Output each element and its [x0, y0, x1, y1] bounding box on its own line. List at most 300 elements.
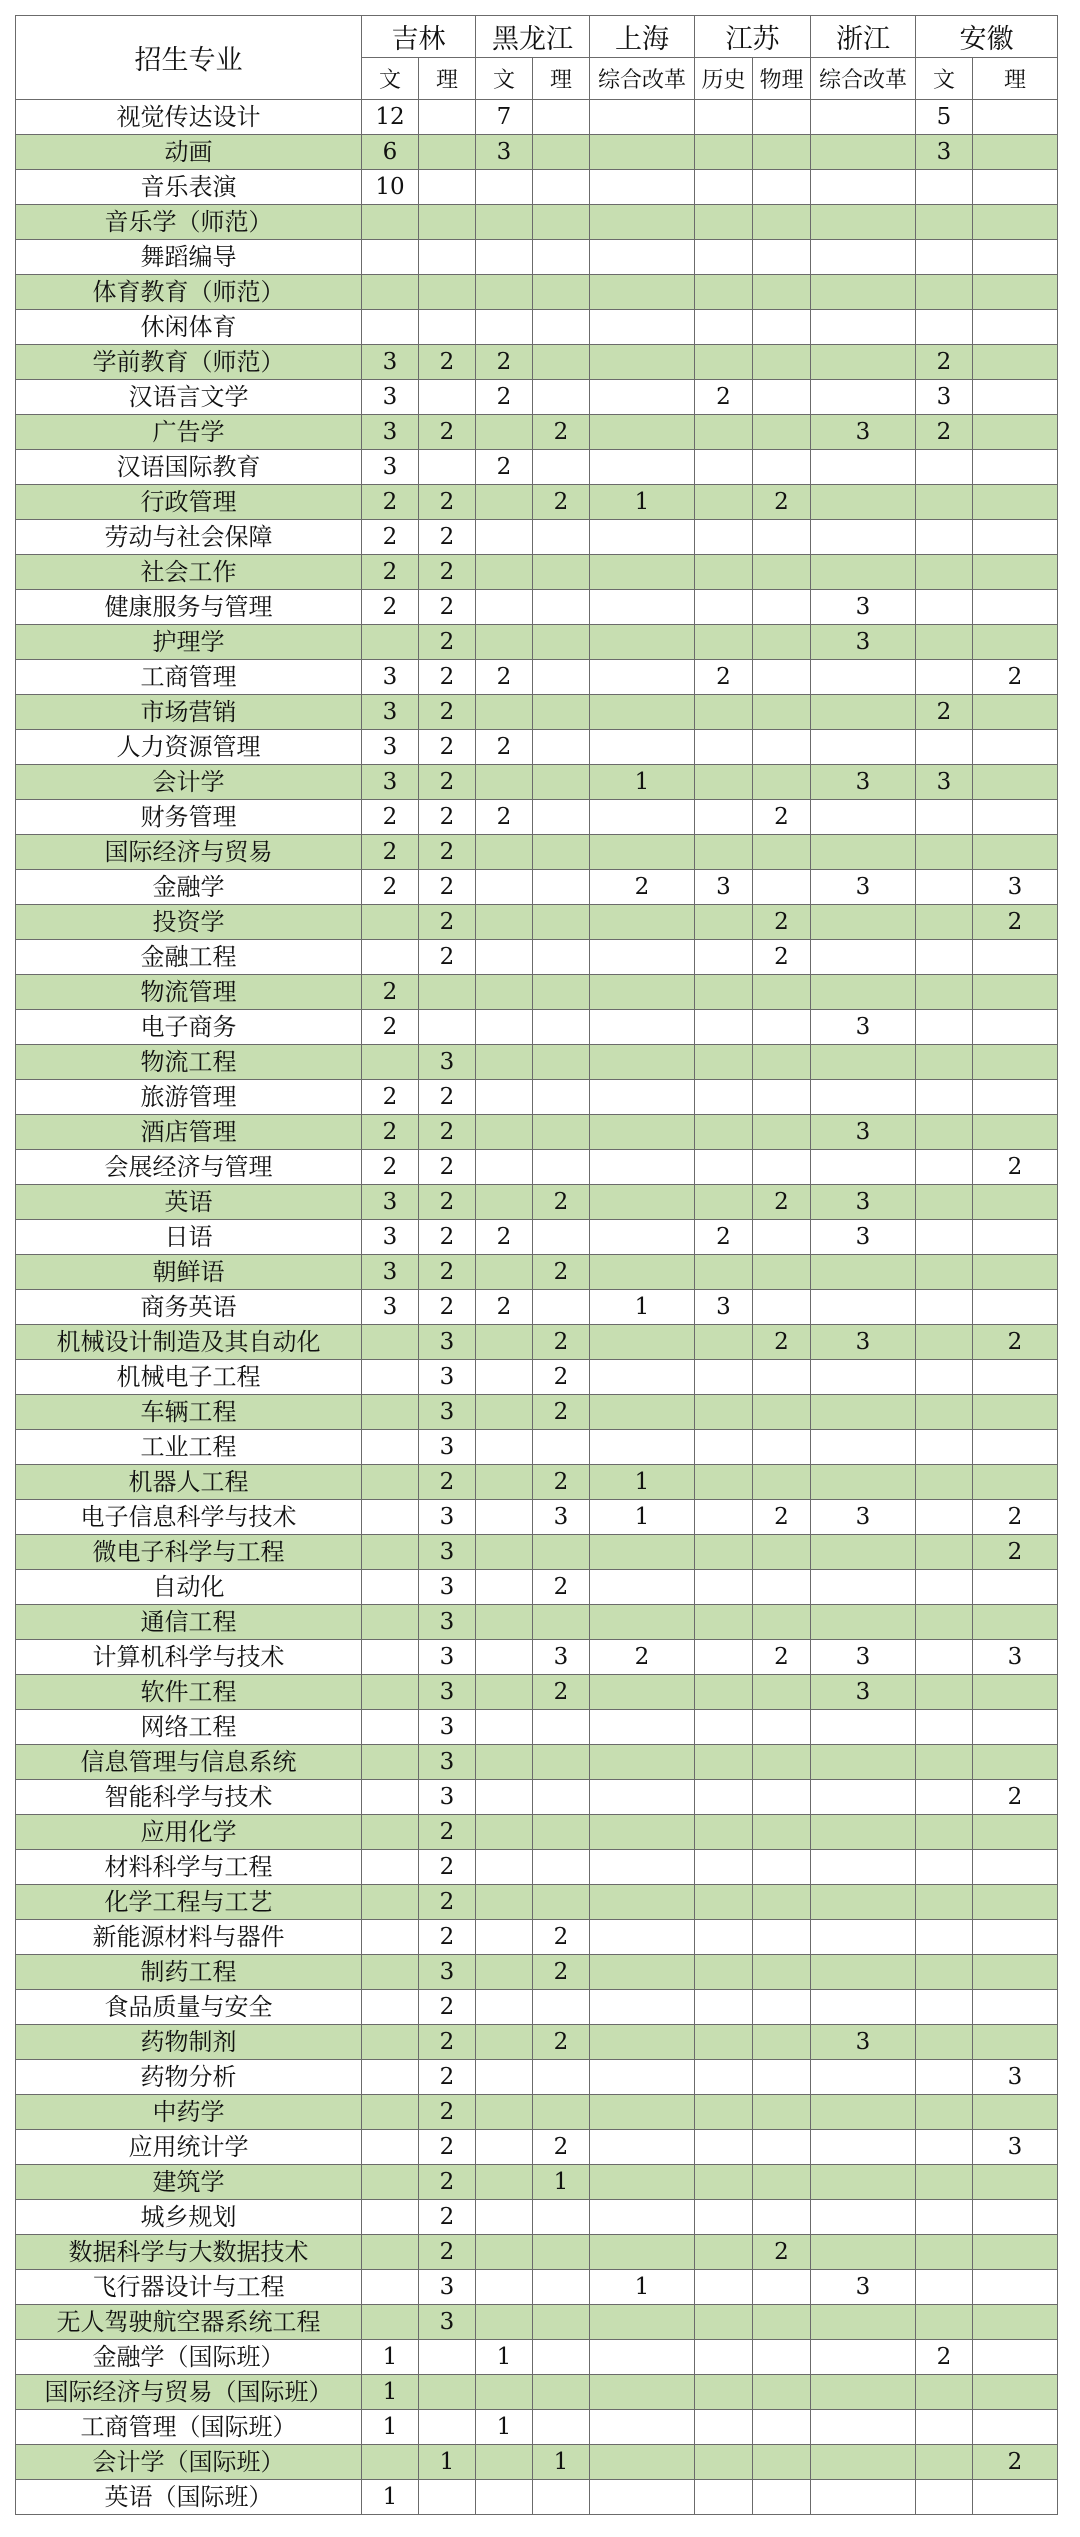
major-name-cell: 食品质量与安全: [16, 1990, 362, 2025]
quota-cell: 3: [811, 590, 916, 625]
major-name-cell: 无人驾驶航空器系统工程: [16, 2305, 362, 2340]
quota-cell: [695, 2305, 753, 2340]
major-name-cell: 商务英语: [16, 1290, 362, 1325]
quota-cell: [916, 730, 973, 765]
quota-cell: [973, 1360, 1058, 1395]
quota-cell: [973, 2410, 1058, 2445]
quota-cell: [533, 2270, 590, 2305]
major-name-cell: 微电子科学与工程: [16, 1535, 362, 1570]
quota-cell: [811, 135, 916, 170]
quota-cell: [695, 1115, 753, 1150]
quota-cell: [362, 2200, 419, 2235]
quota-cell: [916, 590, 973, 625]
quota-cell: [753, 1080, 811, 1115]
quota-cell: [811, 205, 916, 240]
quota-cell: [419, 2340, 476, 2375]
quota-cell: [419, 135, 476, 170]
quota-cell: [916, 2095, 973, 2130]
quota-cell: [476, 1185, 533, 1220]
quota-cell: [419, 240, 476, 275]
table-row: [16, 765, 1058, 800]
quota-cell: 2: [419, 415, 476, 450]
quota-cell: [362, 1570, 419, 1605]
major-name-cell: 旅游管理: [16, 1080, 362, 1115]
quota-cell: 3: [533, 1640, 590, 1675]
quota-cell: [811, 1570, 916, 1605]
quota-cell: [753, 2375, 811, 2410]
quota-cell: [476, 2270, 533, 2305]
quota-cell: [590, 310, 695, 345]
quota-cell: [811, 170, 916, 205]
major-name-cell: 休闲体育: [16, 310, 362, 345]
quota-cell: [695, 905, 753, 940]
quota-cell: [419, 310, 476, 345]
quota-cell: [695, 1045, 753, 1080]
quota-cell: [695, 975, 753, 1010]
quota-cell: 12: [362, 100, 419, 135]
quota-cell: [590, 2095, 695, 2130]
quota-cell: [590, 1850, 695, 1885]
quota-cell: [476, 625, 533, 660]
quota-cell: [476, 2025, 533, 2060]
quota-cell: 2: [419, 1080, 476, 1115]
quota-cell: [811, 1710, 916, 1745]
quota-cell: [533, 1780, 590, 1815]
quota-cell: [753, 2060, 811, 2095]
quota-cell: [973, 2340, 1058, 2375]
quota-cell: 2: [476, 1290, 533, 1325]
quota-cell: [916, 1080, 973, 1115]
quota-cell: [811, 1535, 916, 1570]
quota-cell: [811, 2445, 916, 2480]
quota-cell: [533, 730, 590, 765]
quota-cell: [695, 1150, 753, 1185]
table-row: [16, 2340, 1058, 2375]
table-row: [16, 380, 1058, 415]
quota-cell: 2: [590, 870, 695, 905]
quota-cell: [695, 1500, 753, 1535]
enrollment-table-wrapper: [15, 15, 1057, 2515]
table-row: [16, 1185, 1058, 1220]
quota-cell: [590, 1955, 695, 1990]
quota-cell: 2: [753, 1500, 811, 1535]
quota-cell: 3: [811, 765, 916, 800]
quota-cell: [590, 380, 695, 415]
quota-cell: [695, 1605, 753, 1640]
quota-cell: 3: [362, 1255, 419, 1290]
quota-cell: [916, 1745, 973, 1780]
province-header-anhui: 安徽: [916, 16, 1058, 58]
quota-cell: [695, 2165, 753, 2200]
table-row: [16, 1850, 1058, 1885]
quota-cell: [476, 940, 533, 975]
quota-cell: [476, 905, 533, 940]
quota-cell: [973, 1990, 1058, 2025]
quota-cell: [753, 2305, 811, 2340]
quota-cell: [476, 2095, 533, 2130]
quota-cell: [695, 1815, 753, 1850]
quota-cell: [533, 1710, 590, 1745]
table-row: [16, 2375, 1058, 2410]
quota-cell: [811, 2130, 916, 2165]
quota-cell: [362, 940, 419, 975]
major-name-cell: 金融学: [16, 870, 362, 905]
quota-cell: [476, 170, 533, 205]
major-name-cell: 工业工程: [16, 1430, 362, 1465]
quota-cell: [695, 1640, 753, 1675]
quota-cell: [695, 1955, 753, 1990]
quota-cell: [590, 1325, 695, 1360]
quota-cell: 2: [533, 1920, 590, 1955]
table-header: [16, 16, 1058, 100]
table-row: [16, 205, 1058, 240]
subject-header: 综合改革: [590, 58, 695, 100]
quota-cell: [753, 1290, 811, 1325]
quota-cell: [533, 940, 590, 975]
quota-cell: 2: [419, 1850, 476, 1885]
quota-cell: [811, 1255, 916, 1290]
quota-cell: [811, 2165, 916, 2200]
major-name-cell: 英语: [16, 1185, 362, 1220]
major-name-cell: 动画: [16, 135, 362, 170]
quota-cell: [973, 695, 1058, 730]
quota-cell: 2: [533, 415, 590, 450]
quota-cell: [811, 520, 916, 555]
major-name-cell: 软件工程: [16, 1675, 362, 1710]
quota-cell: 2: [362, 870, 419, 905]
quota-cell: 1: [362, 2375, 419, 2410]
quota-cell: [362, 1465, 419, 1500]
header-row-provinces: [16, 16, 1058, 58]
quota-cell: [753, 1675, 811, 1710]
quota-cell: 2: [419, 800, 476, 835]
quota-cell: [476, 1710, 533, 1745]
quota-cell: [916, 2410, 973, 2445]
quota-cell: [476, 2200, 533, 2235]
quota-cell: [811, 100, 916, 135]
quota-cell: [533, 2340, 590, 2375]
quota-cell: [753, 2480, 811, 2515]
quota-cell: 2: [533, 1955, 590, 1990]
quota-cell: [916, 1465, 973, 1500]
quota-cell: [695, 1850, 753, 1885]
major-name-cell: 会计学（国际班）: [16, 2445, 362, 2480]
table-row: [16, 1220, 1058, 1255]
quota-cell: [476, 1675, 533, 1710]
quota-cell: 2: [419, 520, 476, 555]
quota-cell: 2: [476, 450, 533, 485]
quota-cell: [362, 1045, 419, 1080]
quota-cell: [753, 1780, 811, 1815]
quota-cell: [916, 2200, 973, 2235]
quota-cell: 2: [533, 1325, 590, 1360]
major-name-cell: 通信工程: [16, 1605, 362, 1640]
subject-header: 理: [419, 58, 476, 100]
quota-cell: [533, 1010, 590, 1045]
quota-cell: 2: [419, 2060, 476, 2095]
quota-cell: [476, 1045, 533, 1080]
quota-cell: [695, 1325, 753, 1360]
quota-cell: [533, 1430, 590, 1465]
quota-cell: [916, 555, 973, 590]
table-row: [16, 2130, 1058, 2165]
quota-cell: 1: [362, 2340, 419, 2375]
major-name-cell: 机械设计制造及其自动化: [16, 1325, 362, 1360]
quota-cell: [811, 695, 916, 730]
quota-cell: [476, 240, 533, 275]
quota-cell: [973, 415, 1058, 450]
quota-cell: [476, 765, 533, 800]
quota-cell: [916, 1045, 973, 1080]
quota-cell: 2: [476, 380, 533, 415]
quota-cell: [753, 765, 811, 800]
quota-cell: [811, 1290, 916, 1325]
quota-cell: [811, 1395, 916, 1430]
major-name-cell: 建筑学: [16, 2165, 362, 2200]
quota-cell: 5: [916, 100, 973, 135]
quota-cell: [916, 1255, 973, 1290]
quota-cell: [695, 590, 753, 625]
quota-cell: [590, 835, 695, 870]
table-row: [16, 800, 1058, 835]
quota-cell: [811, 1045, 916, 1080]
quota-cell: [476, 2235, 533, 2270]
quota-cell: [590, 520, 695, 555]
quota-cell: 10: [362, 170, 419, 205]
quota-cell: [811, 1150, 916, 1185]
table-row: [16, 1395, 1058, 1430]
quota-cell: [590, 2235, 695, 2270]
quota-cell: [916, 1955, 973, 1990]
table-row: [16, 2445, 1058, 2480]
quota-cell: [362, 1500, 419, 1535]
table-row: [16, 2235, 1058, 2270]
quota-cell: 3: [811, 2270, 916, 2305]
quota-cell: [362, 1710, 419, 1745]
quota-cell: 2: [419, 940, 476, 975]
quota-cell: 2: [419, 2095, 476, 2130]
quota-cell: [753, 1045, 811, 1080]
quota-cell: [916, 1150, 973, 1185]
subject-header: 文: [476, 58, 533, 100]
quota-cell: [590, 2375, 695, 2410]
quota-cell: 3: [419, 1500, 476, 1535]
quota-cell: 2: [753, 1640, 811, 1675]
quota-cell: 2: [419, 1815, 476, 1850]
quota-cell: [916, 1115, 973, 1150]
quota-cell: [753, 1990, 811, 2025]
quota-cell: [916, 2025, 973, 2060]
major-name-cell: 会计学: [16, 765, 362, 800]
quota-cell: [476, 1360, 533, 1395]
quota-cell: [695, 2060, 753, 2095]
quota-cell: 3: [811, 1010, 916, 1045]
quota-cell: [753, 170, 811, 205]
quota-cell: [916, 1710, 973, 1745]
quota-cell: 1: [590, 485, 695, 520]
quota-cell: [695, 1465, 753, 1500]
quota-cell: [753, 2200, 811, 2235]
quota-cell: [476, 590, 533, 625]
quota-cell: 1: [362, 2480, 419, 2515]
major-name-cell: 金融学（国际班）: [16, 2340, 362, 2375]
quota-cell: [973, 1430, 1058, 1465]
quota-cell: 2: [533, 1570, 590, 1605]
table-row: [16, 1500, 1058, 1535]
quota-cell: [362, 2305, 419, 2340]
quota-cell: [476, 870, 533, 905]
major-name-cell: 物流工程: [16, 1045, 362, 1080]
quota-cell: [753, 450, 811, 485]
quota-cell: [590, 1815, 695, 1850]
province-header-zhejiang: 浙江: [811, 16, 916, 58]
quota-cell: [590, 240, 695, 275]
quota-cell: [533, 2060, 590, 2095]
quota-cell: [753, 100, 811, 135]
quota-cell: [753, 380, 811, 415]
subject-header: 历史: [695, 58, 753, 100]
quota-cell: [753, 1430, 811, 1465]
quota-cell: [973, 1465, 1058, 1500]
table-row: [16, 1430, 1058, 1465]
quota-cell: [476, 1395, 533, 1430]
table-row: [16, 345, 1058, 380]
quota-cell: [695, 1535, 753, 1570]
quota-cell: [590, 660, 695, 695]
quota-cell: [362, 625, 419, 660]
quota-cell: 1: [533, 2165, 590, 2200]
quota-cell: [916, 1570, 973, 1605]
quota-cell: [695, 415, 753, 450]
quota-cell: [811, 2410, 916, 2445]
quota-cell: [476, 2480, 533, 2515]
quota-cell: [590, 1535, 695, 1570]
quota-cell: [362, 2095, 419, 2130]
subject-header: 文: [916, 58, 973, 100]
major-name-cell: 行政管理: [16, 485, 362, 520]
quota-cell: [753, 2025, 811, 2060]
quota-cell: [973, 450, 1058, 485]
quota-cell: 3: [916, 765, 973, 800]
quota-cell: [916, 625, 973, 660]
quota-cell: 2: [419, 905, 476, 940]
quota-cell: [753, 1255, 811, 1290]
quota-cell: [695, 2410, 753, 2445]
quota-cell: [533, 695, 590, 730]
quota-cell: 3: [419, 1710, 476, 1745]
quota-cell: [973, 1675, 1058, 1710]
major-name-cell: 学前教育（师范）: [16, 345, 362, 380]
quota-cell: 2: [419, 2025, 476, 2060]
quota-cell: [973, 1290, 1058, 1325]
quota-cell: 2: [419, 2235, 476, 2270]
quota-cell: [476, 975, 533, 1010]
quota-cell: [811, 1465, 916, 1500]
quota-cell: [533, 205, 590, 240]
major-name-cell: 应用统计学: [16, 2130, 362, 2165]
quota-cell: [695, 1885, 753, 1920]
quota-cell: [973, 555, 1058, 590]
quota-cell: 3: [811, 1185, 916, 1220]
quota-cell: [753, 415, 811, 450]
quota-cell: [419, 205, 476, 240]
quota-cell: 2: [419, 835, 476, 870]
quota-cell: 3: [362, 345, 419, 380]
quota-cell: [476, 1010, 533, 1045]
quota-cell: [753, 1955, 811, 1990]
quota-cell: [362, 1815, 419, 1850]
quota-cell: [973, 240, 1058, 275]
quota-cell: 2: [362, 1115, 419, 1150]
table-body: [16, 100, 1058, 2515]
table-row: [16, 590, 1058, 625]
quota-cell: [916, 1815, 973, 1850]
quota-cell: [916, 2165, 973, 2200]
quota-cell: 3: [362, 450, 419, 485]
major-name-cell: 城乡规划: [16, 2200, 362, 2235]
quota-cell: [973, 1745, 1058, 1780]
quota-cell: 2: [973, 1535, 1058, 1570]
quota-cell: [695, 1255, 753, 1290]
quota-cell: [916, 1185, 973, 1220]
major-name-cell: 工商管理（国际班）: [16, 2410, 362, 2445]
quota-cell: [973, 730, 1058, 765]
quota-cell: [811, 975, 916, 1010]
quota-cell: [590, 1780, 695, 1815]
quota-cell: [916, 1395, 973, 1430]
quota-cell: 2: [419, 1290, 476, 1325]
quota-cell: [362, 275, 419, 310]
quota-cell: [476, 205, 533, 240]
quota-cell: [533, 345, 590, 380]
quota-cell: [753, 2270, 811, 2305]
quota-cell: 2: [362, 520, 419, 555]
quota-cell: 2: [362, 555, 419, 590]
quota-cell: 3: [419, 1430, 476, 1465]
quota-cell: [973, 2305, 1058, 2340]
quota-cell: [362, 2270, 419, 2305]
quota-cell: 3: [916, 380, 973, 415]
quota-cell: [973, 625, 1058, 660]
quota-cell: [590, 1920, 695, 1955]
quota-cell: 2: [419, 1255, 476, 1290]
quota-cell: 2: [419, 2200, 476, 2235]
quota-cell: [753, 625, 811, 660]
quota-cell: [533, 975, 590, 1010]
quota-cell: 3: [811, 1220, 916, 1255]
major-name-cell: 健康服务与管理: [16, 590, 362, 625]
quota-cell: [811, 730, 916, 765]
major-name-cell: 智能科学与技术: [16, 1780, 362, 1815]
quota-cell: [916, 1290, 973, 1325]
quota-cell: [533, 2480, 590, 2515]
quota-cell: [695, 800, 753, 835]
quota-cell: [695, 2445, 753, 2480]
quota-cell: [419, 2410, 476, 2445]
quota-cell: [590, 2480, 695, 2515]
quota-cell: 2: [362, 1150, 419, 1185]
quota-cell: [362, 1535, 419, 1570]
quota-cell: [811, 660, 916, 695]
quota-cell: [533, 1885, 590, 1920]
quota-cell: [973, 135, 1058, 170]
quota-cell: [533, 450, 590, 485]
table-row: [16, 660, 1058, 695]
quota-cell: [695, 240, 753, 275]
quota-cell: [590, 625, 695, 660]
table-row: [16, 1885, 1058, 1920]
table-row: [16, 1045, 1058, 1080]
